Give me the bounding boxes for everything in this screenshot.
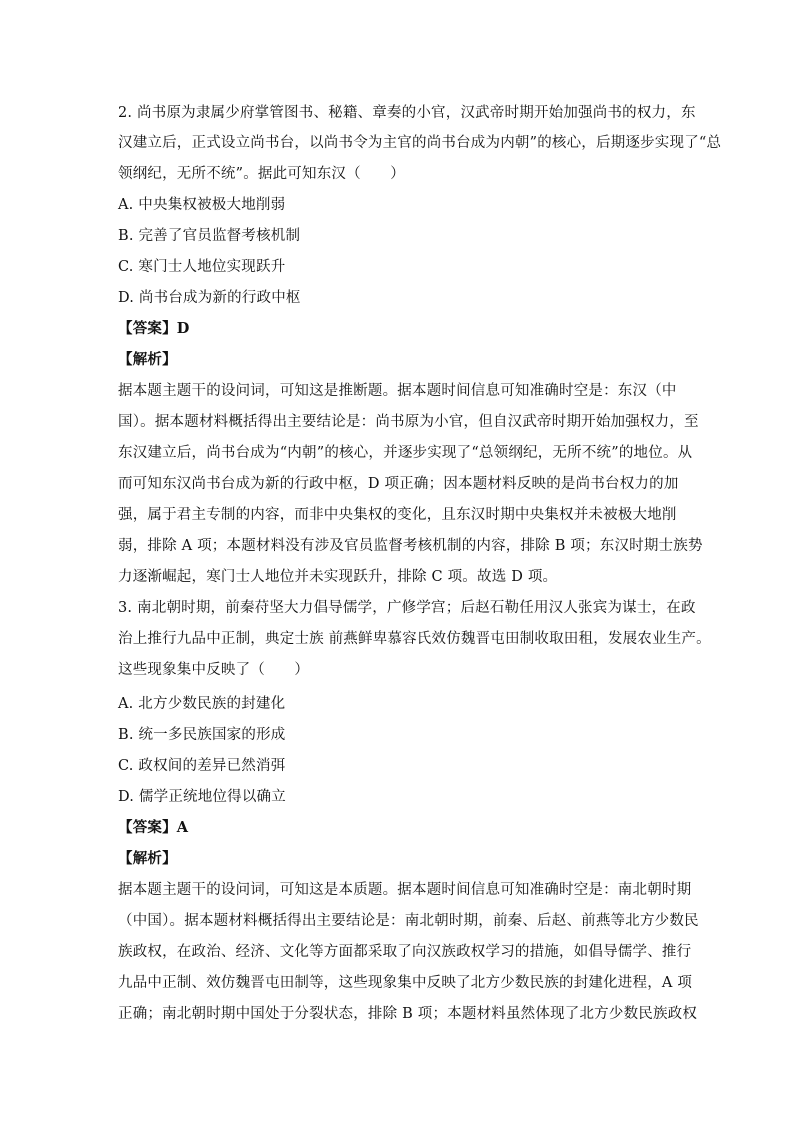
q2-option-b: B. 完善了官员监督考核机制 xyxy=(118,228,301,244)
q2-option-a: A. 中央集权被极大地削弱 xyxy=(118,197,286,213)
q3-analysis-line-5: 正确；南北朝时期中国处于分裂状态，排除 B 项；本题材料虽然体现了北方少数民族政权 xyxy=(118,1006,698,1022)
q3-analysis-line-2: （中国）。据本题材料概括得出主要结论是：南北朝时期，前秦、后赵、前燕等北方少数民 xyxy=(118,913,699,929)
q3-analysis-heading: 【解析】 xyxy=(118,850,177,867)
q2-stem-line-3: 领纲纪，无所不统”。据此可知东汉（ ） xyxy=(118,166,405,182)
q3-analysis-line-3: 族政权，在政治、经济、文化等方面都采取了向汉族政权学习的措施，如倡导儒学、推行 xyxy=(118,944,692,960)
q3-answer: 【答案】A xyxy=(118,819,189,836)
q2-stem-line-2: 汉建立后，正式设立尚书台，以尚书令为主官的尚书台成为内朝”的核心，后期逐步实现了“总 xyxy=(118,135,722,151)
q2-option-d: D. 尚书台成为新的行政中枢 xyxy=(118,290,301,306)
q2-analysis-line-7: 力逐渐崛起，寒门士人地位并未实现跃升，排除 C 项。故选 D 项。 xyxy=(118,569,558,585)
q2-analysis-line-1: 据本题主题干的设问词，可知这是推断题。据本题时间信息可知准确时空是：东汉（中 xyxy=(118,383,677,399)
q3-analysis-line-4: 九品中正制、效仿魏晋屯田制等，这些现象集中反映了北方少数民族的封建化进程，A 项 xyxy=(118,975,693,991)
q3-option-c: C. 政权间的差异已然消弭 xyxy=(118,758,286,774)
q2-analysis-line-3: 东汉建立后，尚书台成为“内朝”的核心，并逐步实现了“总领纲纪，无所不统”的地位。从 xyxy=(118,445,693,461)
q3-option-d: D. 儒学正统地位得以确立 xyxy=(118,789,286,805)
q3-stem-line-3: 这些现象集中反映了（ ） xyxy=(118,662,310,678)
q2-answer: 【答案】D xyxy=(118,320,190,337)
q3-option-a: A. 北方少数民族的封建化 xyxy=(118,696,286,712)
q3-stem-line-1: 3. 南北朝时期，前秦苻坚大力倡导儒学，广修学宫；后赵石勒任用汉人张宾为谋士，在政 xyxy=(118,600,696,616)
q3-analysis-line-1: 据本题主题干的设问词，可知这是本质题。据本题时间信息可知准确时空是：南北朝时期 xyxy=(118,882,692,898)
q2-analysis-line-4: 而可知东汉尚书台成为新的行政中枢，D 项正确；因本题材料反映的是尚书台权力的加 xyxy=(118,476,679,492)
q3-option-b: B. 统一多民族国家的形成 xyxy=(118,727,286,743)
q2-analysis-heading: 【解析】 xyxy=(118,351,177,368)
q2-stem-line-1: 2. 尚书原为隶属少府掌管图书、秘籍、章奏的小官，汉武帝时期开始加强尚书的权力，东 xyxy=(118,105,696,121)
q2-analysis-line-6: 弱，排除 A 项；本题材料没有涉及官员监督考核机制的内容，排除 B 项；东汉时期士族势 xyxy=(118,538,703,554)
q2-option-c: C. 寒门士人地位实现跃升 xyxy=(118,259,286,275)
q2-analysis-line-2: 国）。据本题材料概括得出主要结论是：尚书原为小官，但自汉武帝时期开始加强权力，至 xyxy=(118,414,699,430)
q2-analysis-line-5: 强，属于君主专制的内容，而非中央集权的变化，且东汉时期中央集权并未被极大地削 xyxy=(118,507,677,523)
q3-stem-line-2: 治上推行九品中正制，典定士族 前燕鲜卑慕容氏效仿魏晋屯田制收取田租，发展农业生产。 xyxy=(118,631,711,647)
